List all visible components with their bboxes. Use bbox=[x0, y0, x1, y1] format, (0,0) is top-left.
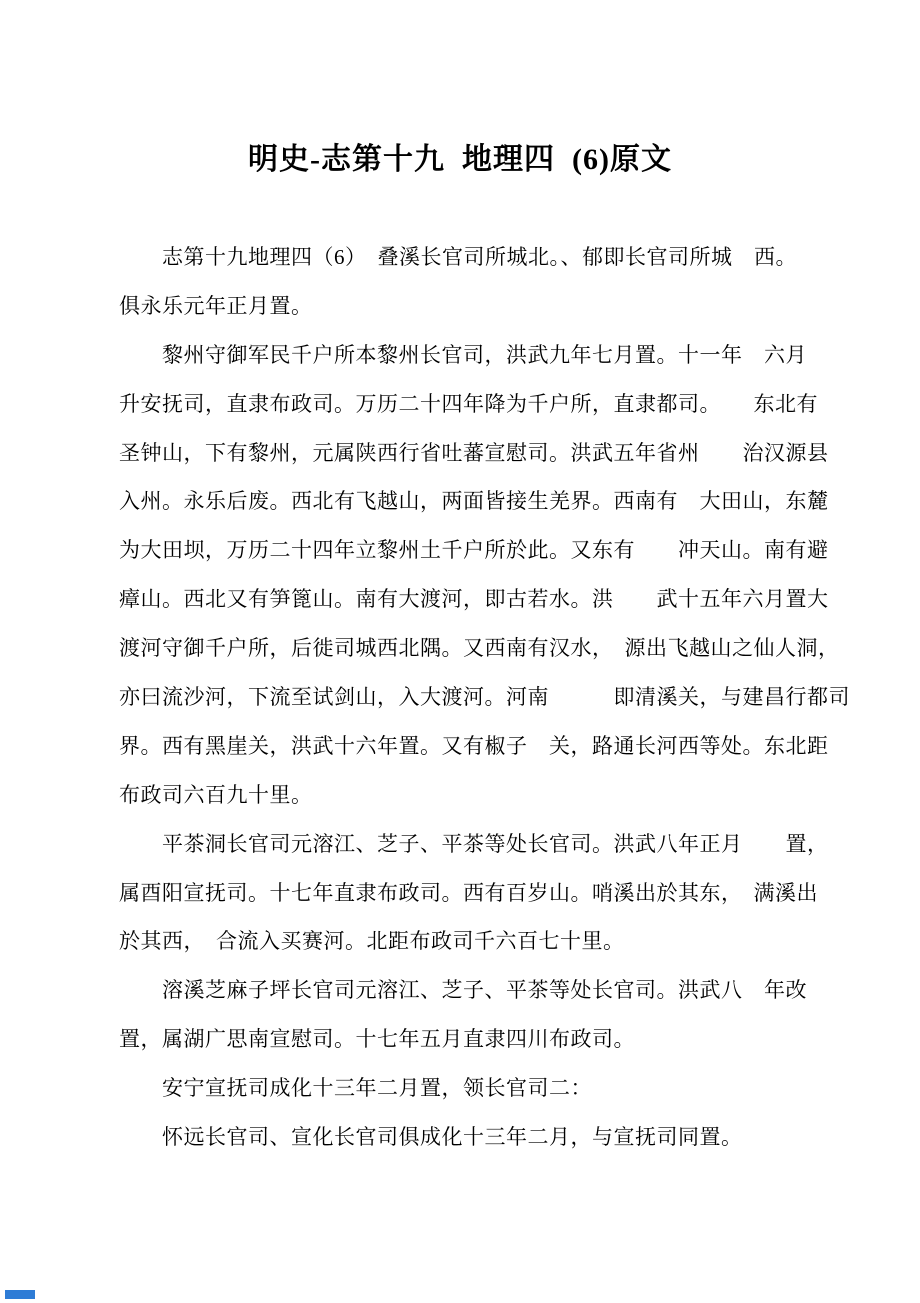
text-line: 亦曰流沙河，下流至试剑山，入大渡河。河南 即清溪关，与建昌行都司 bbox=[119, 685, 850, 710]
text-line: 俱永乐元年正月置。 bbox=[119, 293, 313, 318]
text-line: 溶溪芝麻子坪长官司元溶江、芝子、平茶等处长官司。洪武八 年改 bbox=[119, 978, 807, 1003]
text-line: 界。西有黑崖关，洪武十六年置。又有椒子 关，路通长河西等处。东北距 bbox=[119, 733, 829, 758]
text-line: 属酉阳宣抚司。十七年直隶布政司。西有百岁山。哨溪出於其东， 满溪出 bbox=[119, 880, 818, 905]
text-line: 志第十九地理四（6） 叠溪长官司所城北。、郁即长官司所城 西。 bbox=[119, 245, 797, 269]
text-line: 圣钟山，下有黎州，元属陕西行省吐蕃宣慰司。洪武五年省州 治汉源县 bbox=[119, 440, 829, 465]
text-line: 为大田坝，万历二十四年立黎州土千户所於此。又东有 冲天山。南有避 bbox=[119, 538, 829, 563]
text-line: 平茶洞长官司元溶江、芝子、平茶等处长官司。洪武八年正月 置， bbox=[119, 831, 829, 856]
text-line: 升安抚司，直隶布政司。万历二十四年降为千户所，直隶都司。 东北有 bbox=[119, 391, 818, 416]
text-line: 瘴山。西北又有笋篦山。南有大渡河，即古若水。洪 武十五年六月置大 bbox=[119, 587, 829, 612]
text-line: 入州。永乐后废。西北有飞越山，两面皆接生羌界。西南有 大田山，东麓 bbox=[119, 489, 829, 514]
text-line: 安宁宣抚司成化十三年二月置，领长官司二： bbox=[119, 1076, 592, 1101]
document-body bbox=[119, 233, 850, 1162]
corner-artifact bbox=[5, 1290, 35, 1299]
text-line: 於其西， 合流入买赛河。北距布政司千六百七十里。 bbox=[119, 929, 625, 954]
text-line: 渡河守御千户所，后徙司城西北隅。又西南有汉水， 源出飞越山之仙人洞， bbox=[119, 636, 840, 661]
text-line: 黎州守御军民千户所本黎州长官司，洪武九年七月置。十一年 六月 bbox=[119, 342, 807, 367]
text-line: 怀远长官司、宣化长官司俱成化十三年二月，与宣抚司同置。 bbox=[119, 1125, 743, 1150]
text-line: 置，属湖广思南宣慰司。十七年五月直隶四川布政司。 bbox=[119, 1027, 635, 1052]
text-line: 布政司六百九十里。 bbox=[119, 782, 313, 807]
document-title: 明史-志第十九 地理四 (6)原文 bbox=[248, 143, 672, 176]
